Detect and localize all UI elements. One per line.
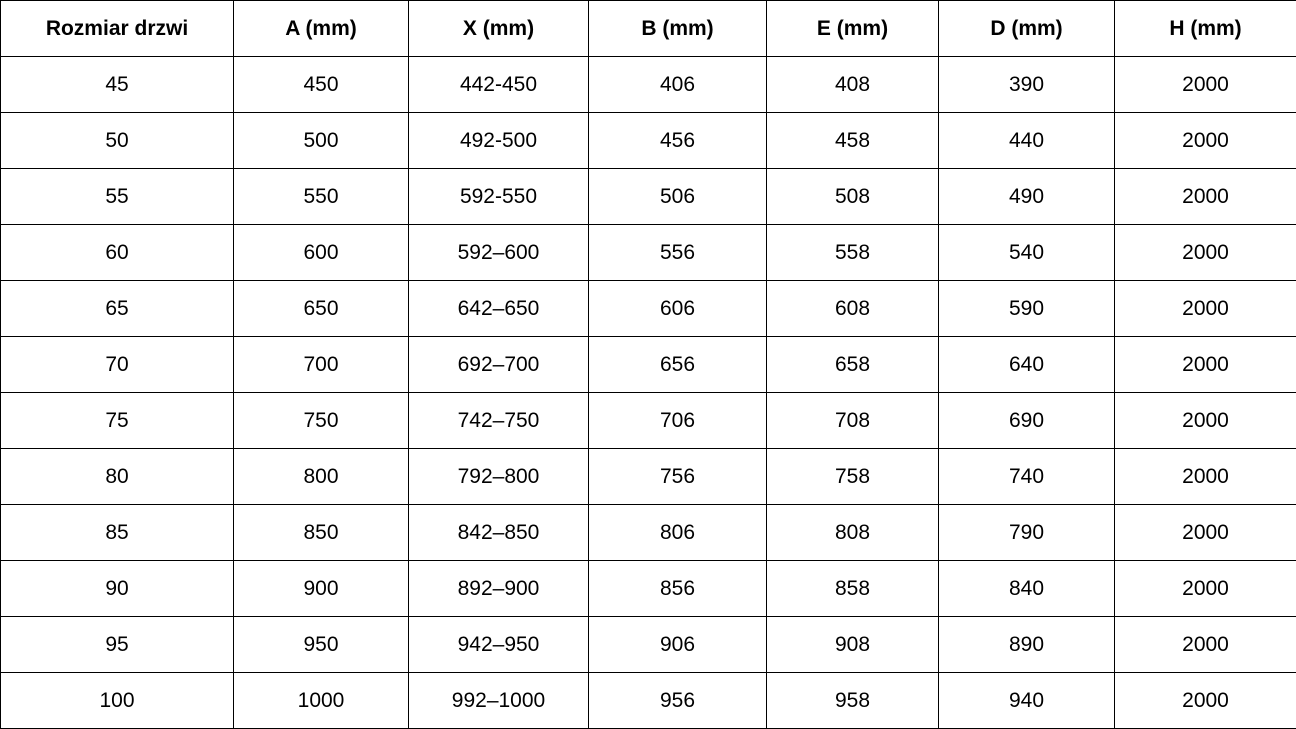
table-cell: 592-550 (409, 169, 589, 225)
table-cell: 2000 (1115, 281, 1296, 337)
table-cell: 856 (589, 561, 767, 617)
table-cell: 908 (767, 617, 939, 673)
table-cell: 758 (767, 449, 939, 505)
table-cell: 408 (767, 57, 939, 113)
table-cell: 80 (1, 449, 234, 505)
table-cell: 900 (234, 561, 409, 617)
table-cell: 806 (589, 505, 767, 561)
table-cell: 600 (234, 225, 409, 281)
table-cell: 458 (767, 113, 939, 169)
table-cell: 700 (234, 337, 409, 393)
table-header (1, 1, 1296, 57)
table-cell: 450 (234, 57, 409, 113)
table-cell: 650 (234, 281, 409, 337)
table-cell: 690 (939, 393, 1115, 449)
table-cell: 45 (1, 57, 234, 113)
table-cell: 706 (589, 393, 767, 449)
table-cell: 550 (234, 169, 409, 225)
table-cell: 95 (1, 617, 234, 673)
table-cell: 2000 (1115, 57, 1296, 113)
table-cell: 440 (939, 113, 1115, 169)
table-cell: 950 (234, 617, 409, 673)
column-header: H (mm) (1115, 1, 1296, 57)
table-cell: 490 (939, 169, 1115, 225)
column-header: Rozmiar drzwi (1, 1, 234, 57)
table-cell: 740 (939, 449, 1115, 505)
table-cell: 800 (234, 449, 409, 505)
column-header: D (mm) (939, 1, 1115, 57)
table-cell: 692–700 (409, 337, 589, 393)
column-header: B (mm) (589, 1, 767, 57)
table-cell: 558 (767, 225, 939, 281)
table-cell: 500 (234, 113, 409, 169)
table-cell: 942–950 (409, 617, 589, 673)
table-cell: 2000 (1115, 617, 1296, 673)
table-cell: 640 (939, 337, 1115, 393)
table-row (1, 169, 1296, 225)
table-cell: 2000 (1115, 449, 1296, 505)
table-cell: 742–750 (409, 393, 589, 449)
table-cell: 55 (1, 169, 234, 225)
table-cell: 840 (939, 561, 1115, 617)
column-header: A (mm) (234, 1, 409, 57)
table-cell: 556 (589, 225, 767, 281)
table-cell: 956 (589, 673, 767, 729)
table-cell: 75 (1, 393, 234, 449)
table-cell: 842–850 (409, 505, 589, 561)
header-row (1, 1, 1296, 57)
table-row (1, 561, 1296, 617)
table-cell: 658 (767, 337, 939, 393)
table-cell: 992–1000 (409, 673, 589, 729)
table-cell: 958 (767, 673, 939, 729)
table-cell: 70 (1, 337, 234, 393)
table-cell: 792–800 (409, 449, 589, 505)
table-row (1, 449, 1296, 505)
table-cell: 790 (939, 505, 1115, 561)
table-cell: 456 (589, 113, 767, 169)
table-cell: 890 (939, 617, 1115, 673)
table-cell: 506 (589, 169, 767, 225)
table-cell: 808 (767, 505, 939, 561)
table-row (1, 225, 1296, 281)
table-cell: 2000 (1115, 169, 1296, 225)
table-cell: 1000 (234, 673, 409, 729)
table-cell: 2000 (1115, 673, 1296, 729)
table-cell: 906 (589, 617, 767, 673)
table-cell: 2000 (1115, 113, 1296, 169)
table-row (1, 505, 1296, 561)
table-cell: 85 (1, 505, 234, 561)
table-row (1, 113, 1296, 169)
table-cell: 442-450 (409, 57, 589, 113)
table-row (1, 281, 1296, 337)
table-cell: 756 (589, 449, 767, 505)
table-cell: 606 (589, 281, 767, 337)
table-cell: 642–650 (409, 281, 589, 337)
table-cell: 2000 (1115, 505, 1296, 561)
table-row (1, 57, 1296, 113)
column-header: X (mm) (409, 1, 589, 57)
table-cell: 406 (589, 57, 767, 113)
table-cell: 2000 (1115, 337, 1296, 393)
table-cell: 2000 (1115, 561, 1296, 617)
column-header: E (mm) (767, 1, 939, 57)
table-cell: 390 (939, 57, 1115, 113)
table-cell: 540 (939, 225, 1115, 281)
table-row (1, 337, 1296, 393)
table-cell: 2000 (1115, 393, 1296, 449)
table-cell: 50 (1, 113, 234, 169)
table-row (1, 617, 1296, 673)
table-cell: 2000 (1115, 225, 1296, 281)
table-cell: 65 (1, 281, 234, 337)
table-cell: 708 (767, 393, 939, 449)
table-cell: 656 (589, 337, 767, 393)
table-body (1, 57, 1296, 729)
table-cell: 750 (234, 393, 409, 449)
table-cell: 608 (767, 281, 939, 337)
table-cell: 850 (234, 505, 409, 561)
table-cell: 492-500 (409, 113, 589, 169)
table-cell: 858 (767, 561, 939, 617)
table-cell: 508 (767, 169, 939, 225)
table-cell: 90 (1, 561, 234, 617)
table-row (1, 673, 1296, 729)
table-cell: 592–600 (409, 225, 589, 281)
table-cell: 60 (1, 225, 234, 281)
table-row (1, 393, 1296, 449)
table-cell: 590 (939, 281, 1115, 337)
table-cell: 940 (939, 673, 1115, 729)
table-cell: 892–900 (409, 561, 589, 617)
table-cell: 100 (1, 673, 234, 729)
